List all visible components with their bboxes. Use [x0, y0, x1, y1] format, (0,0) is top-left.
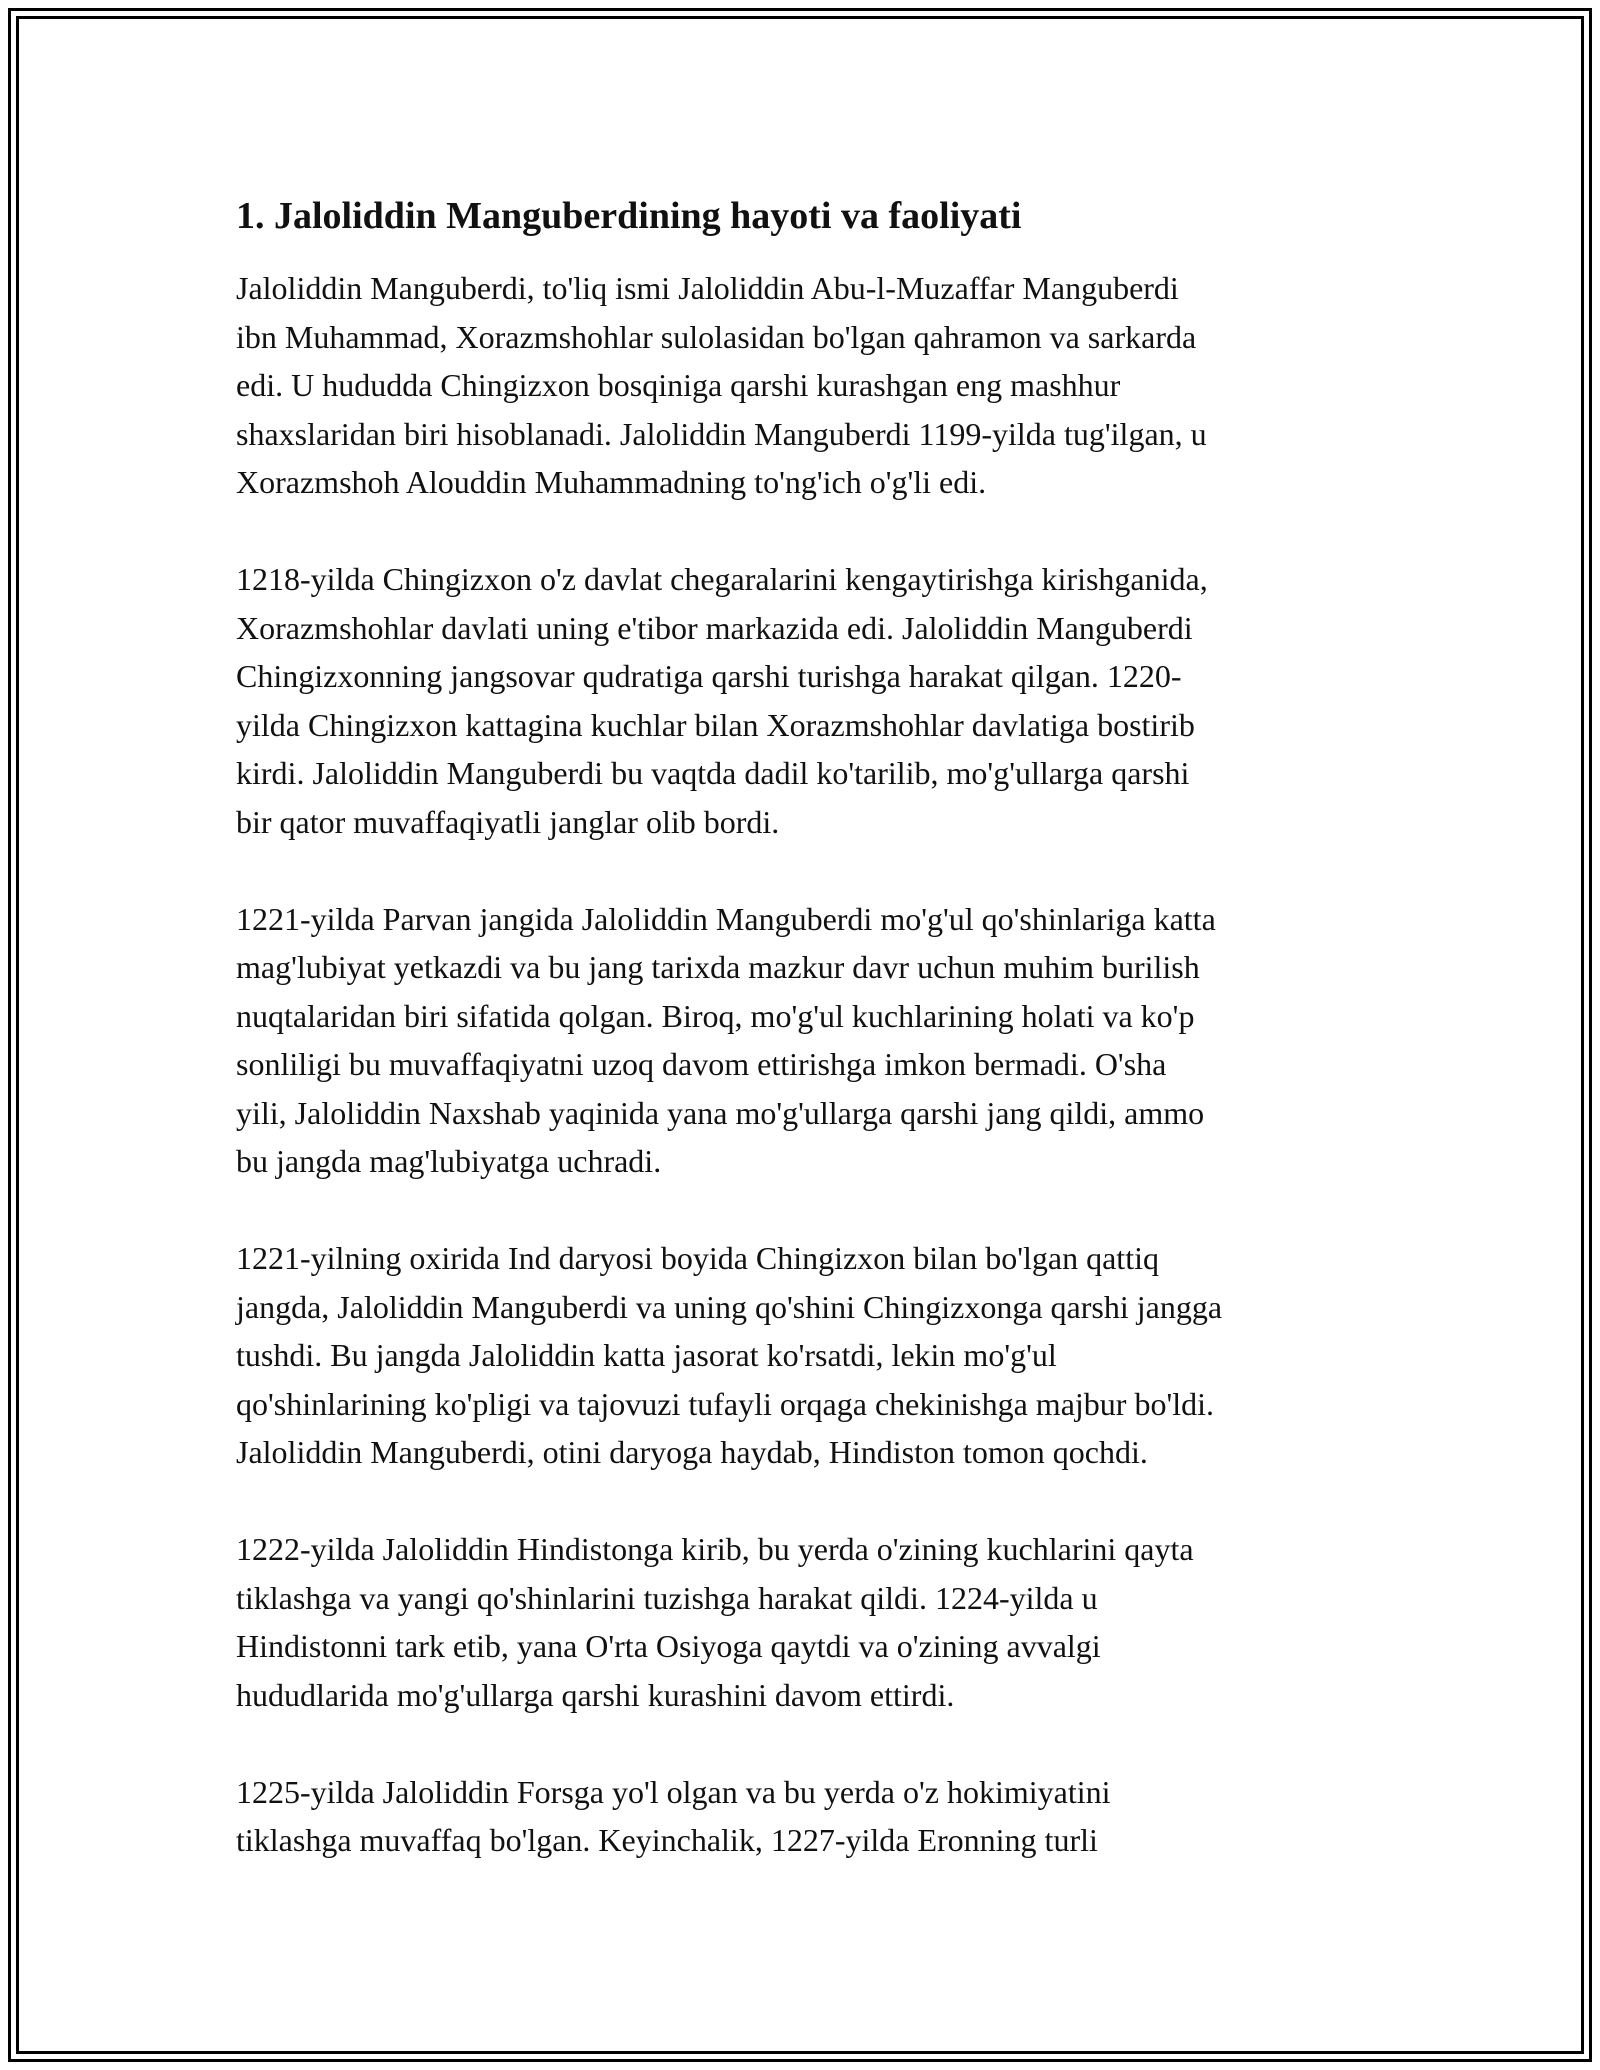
paragraph-line: 1225-yilda Jaloliddin Forsga yo'l olgan va bu yerda o'z hokimiyatini — [236, 1773, 1111, 1810]
paragraph-line: Jaloliddin Manguberdi, otini daryoga haydab, Hindiston tomon qochdi. — [236, 1434, 1148, 1470]
paragraph-line: tiklashga muvaffaq bo'lgan. Keyinchalik, 1227-yilda Eronning turli — [236, 1822, 1098, 1858]
paragraph-line: Xorazmshohlar davlati uning e'tibor markazida edi. Jaloliddin Manguberdi — [236, 609, 1193, 646]
paragraph-line: qo'shinlarining ko'pligi va tajovuzi tufayli orqaga chekinishga majbur bo'ldi. — [236, 1385, 1214, 1422]
paragraph-line: jangda, Jaloliddin Manguberdi va uning qo'shini Chingizxonga qarshi jangga — [236, 1288, 1223, 1325]
paragraph-line: 1218-yilda Chingizxon o'z davlat chegaralarini kengaytirishga kirishganida, — [236, 561, 1208, 597]
paragraph-list — [236, 264, 1376, 1865]
paragraph-line: ibn Muhammad, Xorazmshohlar sulolasidan bo'lgan qahramon va sarkarda — [236, 318, 1197, 355]
paragraph-line: 1221-yilning oxirida Ind daryosi boyida Chingizxon bilan bo'lgan qattiq — [236, 1240, 1159, 1276]
paragraph-line: kirdi. Jaloliddin Manguberdi bu vaqtda dadil ko'tarilib, mo'g'ullarga qarshi — [236, 755, 1190, 791]
paragraph-line: Xorazmshoh Alouddin Muhammadning to'ng'ich o'g'li edi. — [236, 464, 987, 500]
document-body — [236, 190, 1376, 1913]
paragraph — [236, 555, 1376, 846]
paragraph-line: Chingizxonning jangsovar qudratiga qarshi turishga harakat qilgan. 1220- — [236, 658, 1182, 694]
paragraph — [236, 1768, 1376, 1865]
paragraph-line: bu jangda mag'lubiyatga uchradi. — [236, 1143, 662, 1179]
paragraph-line: yili, Jaloliddin Naxshab yaqinida yana mo'g'ullarga qarshi jang qildi, ammo — [236, 1094, 1205, 1131]
paragraph — [236, 895, 1376, 1186]
paragraph-line: Jaloliddin Manguberdi, to'liq ismi Jaloliddin Abu-l-Muzaffar Manguberdi — [236, 270, 1179, 306]
document-title: 1. Jaloliddin Manguberdining hayoti va faoliyati — [236, 195, 1022, 237]
paragraph-line: sonliligi bu muvaffaqiyatni uzoq davom ettirishga imkon bermadi. O'sha — [236, 1046, 1167, 1082]
paragraph — [236, 264, 1376, 507]
paragraph-line: tiklashga va yangi qo'shinlarini tuzishga harakat qildi. 1224-yilda u — [236, 1579, 1098, 1616]
paragraph-line: hududlarida mo'g'ullarga qarshi kurashini davom ettirdi. — [236, 1676, 955, 1713]
paragraph-line: shaxslaridan biri hisoblanadi. Jaloliddin Manguberdi 1199-yilda tug'ilgan, u — [236, 415, 1207, 452]
paragraph-line: nuqtalaridan biri sifatida qolgan. Biroq, mo'g'ul kuchlarining holati va ko'p — [236, 997, 1195, 1034]
paragraph-line: tushdi. Bu jangda Jaloliddin katta jasorat ko'rsatdi, lekin mo'g'ul — [236, 1337, 1057, 1373]
paragraph — [236, 1234, 1376, 1477]
paragraph-line: yilda Chingizxon kattagina kuchlar bilan Xorazmshohlar davlatiga bostirib — [236, 706, 1195, 743]
paragraph-line: mag'lubiyat yetkazdi va bu jang tarixda mazkur davr uchun muhim burilish — [236, 949, 1200, 985]
paragraph-line: 1222-yilda Jaloliddin Hindistonga kirib, bu yerda o'zining kuchlarini qayta — [236, 1531, 1194, 1567]
paragraph-line: edi. U hududda Chingizxon bosqiniga qarshi kurashgan eng mashhur — [236, 367, 1121, 403]
paragraph-line: 1221-yilda Parvan jangida Jaloliddin Manguberdi mo'g'ul qo'shinlariga katta — [236, 900, 1216, 937]
paragraph-line: bir qator muvaffaqiyatli janglar olib bordi. — [236, 803, 780, 840]
paragraph-line: Hindistonni tark etib, yana O'rta Osiyoga qaytdi va o'zining avvalgi — [236, 1628, 1101, 1664]
paragraph — [236, 1525, 1376, 1719]
